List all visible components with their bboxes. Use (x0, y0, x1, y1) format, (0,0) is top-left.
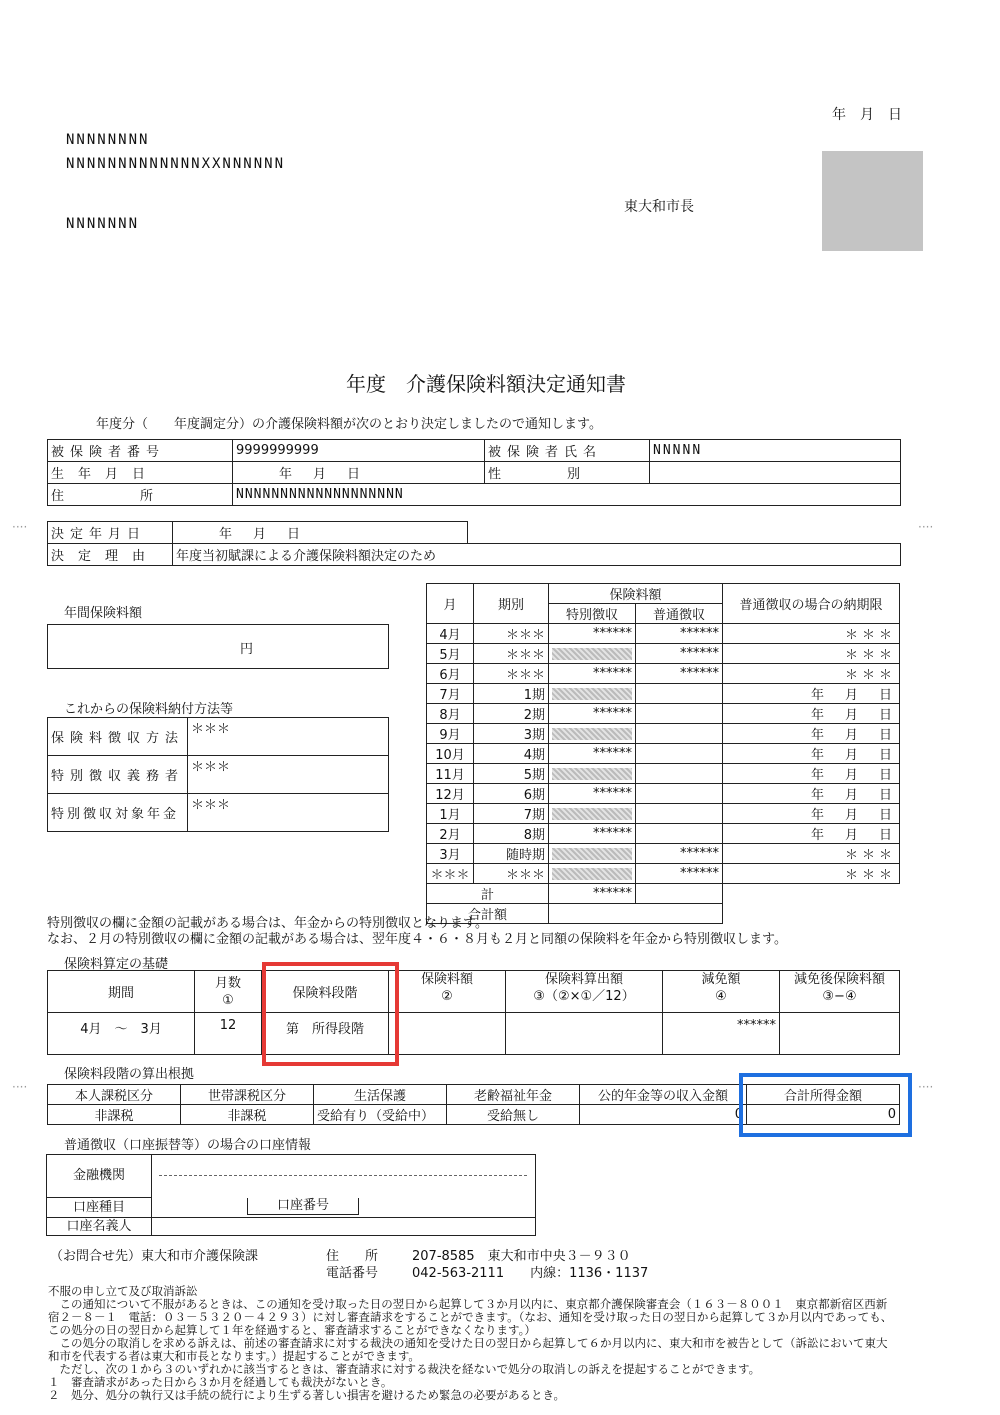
bank-type-label: 口座種目 (47, 1198, 152, 1218)
document-title: 年度 介護保険料額決定通知書 (346, 372, 626, 396)
schedule-special (549, 644, 636, 664)
header-premium: 保険料額 (549, 584, 723, 604)
decision-date: 年 月 日 (173, 522, 468, 544)
schedule-row (427, 684, 900, 704)
schedule-month: 6月 (427, 664, 474, 684)
schedule-period: ＊＊＊ (474, 644, 549, 664)
schedule-period: 5期 (474, 764, 549, 784)
insured-name: NNNNN (650, 440, 901, 462)
schedule-period: 6期 (474, 784, 549, 804)
schedule-deadline: ＊＊＊ (723, 644, 900, 664)
schedule-deadline: 年 月 日 (723, 704, 900, 724)
total-label: 計 (427, 884, 549, 904)
sb-header-household-tax: 世帯課税区分 (181, 1085, 314, 1105)
schedule-row (427, 624, 900, 644)
appeal-paragraph-1: この通知について不服があるときは、この通知を受け取った日の翌日から起算して３か月以内に、東京都介護保険審査会（１６３－８００１ 東京都新宿区西新宿２－８－１ 電話：０３－５３２０－４２９３）に対し審査請求をすることができます。（なお、通知を受け取った日の翌日から起算して３か月以内であっても、この処分の日の翌日から起算して１年を経過すると、審査請求することができなくなります。） (48, 1297, 893, 1337)
basis-header-months: 月数 ① (195, 971, 262, 1013)
redacted-pattern (552, 728, 632, 740)
margin-dots-right: ···· (918, 520, 934, 534)
schedule-month: 9月 (427, 724, 474, 744)
schedule-special: ****** (549, 704, 636, 724)
schedule-period: 8期 (474, 824, 549, 844)
schedule-period: 3期 (474, 724, 549, 744)
schedule-special (549, 844, 636, 864)
label-birth-date: 生年月日 (48, 462, 233, 484)
redacted-pattern (552, 868, 632, 880)
bank-number-label: 口座番号 (247, 1198, 359, 1215)
annual-premium-box (47, 624, 389, 669)
schedule-month: 1月 (427, 804, 474, 824)
schedule-special (549, 684, 636, 704)
schedule-period: 随時期 (474, 844, 549, 864)
schedule-normal (636, 684, 723, 704)
schedule-month: 2月 (427, 824, 474, 844)
schedule-special: ****** (549, 664, 636, 684)
sex-value (650, 462, 901, 484)
header-month: 月 (427, 584, 474, 624)
schedule-month: 11月 (427, 764, 474, 784)
schedule-row (427, 864, 900, 884)
schedule-deadline: ＊＊＊ (723, 624, 900, 644)
schedule-row (427, 824, 900, 844)
issue-date: 年 月 日 (832, 107, 902, 123)
appeal-item-2: ２ 処分、処分の執行又は手続の続行により生ずる著しい損害を避けるため緊急の必要があるとき。 (48, 1388, 566, 1402)
basis-header-period: 期間 (48, 971, 195, 1013)
payment-method-heading: これからの保険料納付方法等 (64, 702, 234, 717)
intro-text: 年度分（ 年度調定分）の介護保険料額が次のとおり決定しましたので通知します。 (96, 417, 602, 432)
schedule-month: 5月 (427, 644, 474, 664)
header-period: 期別 (474, 584, 549, 624)
schedule-period: ＊＊＊ (474, 664, 549, 684)
sb-household-tax: 非課税 (181, 1105, 314, 1125)
schedule-normal: ****** (636, 644, 723, 664)
annual-premium-unit: 円 (240, 642, 254, 657)
sb-header-welfare: 生活保護 (314, 1085, 447, 1105)
annual-premium-label: 年間保険料額 (64, 606, 143, 621)
schedule-month: 3月 (427, 844, 474, 864)
issuer-name: 東大和市長 (624, 199, 694, 215)
stage-highlight-box (262, 962, 399, 1066)
redacted-pattern (552, 848, 632, 860)
schedule-normal (636, 804, 723, 824)
redacted-pattern (552, 688, 632, 700)
method-label-obligor: 特別徴収義務者 (48, 756, 188, 794)
contact-address: 207-8585 東大和市中央３－９３０ (412, 1249, 631, 1264)
label-decision-reason: 決定理由 (48, 544, 173, 566)
label-sex: 性別 (485, 462, 650, 484)
schedule-normal: ****** (636, 844, 723, 864)
schedule-special: ****** (549, 784, 636, 804)
schedule-normal: ****** (636, 864, 723, 884)
notice-line-1: 特別徴収の欄に金額の記載がある場合は、年金からの特別徴収となります。 (47, 916, 488, 931)
method-label-collection: 保険料徴収方法 (48, 718, 188, 756)
schedule-deadline: 年 月 日 (723, 784, 900, 804)
label-insured-name: 被保険者氏名 (485, 440, 650, 462)
basis-calc (506, 1013, 663, 1055)
schedule-row (427, 764, 900, 784)
sb-welfare: 受給有り（受給中） (314, 1105, 447, 1125)
schedule-special (549, 804, 636, 824)
schedule-deadline: 年 月 日 (723, 804, 900, 824)
label-address: 住所 (48, 484, 233, 506)
appeal-paragraph-2: この処分の取消しを求める訴えは、前述の審査請求に対する裁決の通知を受けた日の翌日から起算して６か月以内に、東大和市を被告として（訴訟において東大和市を代表する者は東大和市長となります。）提起することができます。 (48, 1336, 888, 1363)
insured-address: NNNNNNNNNNNNNNNNNNN (233, 484, 901, 506)
appeal-section (48, 1285, 896, 1410)
label-insured-number: 被保険者番号 (48, 440, 233, 462)
schedule-period: 2期 (474, 704, 549, 724)
schedule-deadline: ＊＊＊ (723, 664, 900, 684)
method-value-obligor: ＊＊＊ (188, 756, 389, 794)
schedule-period: 7期 (474, 804, 549, 824)
schedule-deadline: 年 月 日 (723, 684, 900, 704)
contact-label: （お問合せ先）東大和市介護保険課 (50, 1249, 259, 1264)
stage-basis-heading: 保険料段階の算出根拠 (64, 1067, 195, 1082)
basis-amount (389, 1013, 506, 1055)
insured-number: 9999999999 (233, 440, 485, 462)
official-seal (822, 151, 923, 251)
schedule-row (427, 804, 900, 824)
schedule-row (427, 744, 900, 764)
basis-period: 4月 ～ 3月 (48, 1013, 195, 1055)
insured-info-table (47, 439, 901, 506)
schedule-table (426, 583, 900, 924)
recipient-address-2: NNNNNNNNNNNNNXXNNNNNN (66, 156, 286, 172)
schedule-normal (636, 784, 723, 804)
schedule-deadline: ＊＊＊ (723, 844, 900, 864)
schedule-normal: ****** (636, 664, 723, 684)
appeal-paragraph-3: ただし、次の１から３のいずれかに該当するときは、審査請求に対する裁決を経ないで処分の取消しの訴えを提起することができます。 (48, 1362, 761, 1376)
header-special: 特別徴収 (549, 604, 636, 624)
redacted-pattern (552, 808, 632, 820)
schedule-row (427, 704, 900, 724)
sb-header-pension-income: 公的年金等の収入金額 (580, 1085, 747, 1105)
sb-pension: 受給無し (447, 1105, 580, 1125)
decision-table (47, 521, 901, 566)
header-deadline: 普通徴収の場合の納期限 (723, 584, 900, 624)
schedule-normal (636, 764, 723, 784)
schedule-row (427, 844, 900, 864)
total-special: ****** (549, 884, 636, 904)
schedule-special: ****** (549, 744, 636, 764)
basis-header-after: 減免後保険料額 ③−④ (780, 971, 900, 1013)
sb-header-pension: 老齢福祉年金 (447, 1085, 580, 1105)
grand-total-label: 合計額 (427, 904, 549, 924)
schedule-normal (636, 724, 723, 744)
schedule-special (549, 864, 636, 884)
notice-line-2: なお、２月の特別徴収の欄に金額の記載がある場合は、翌年度４・６・８月も２月と同額の保険料を年金から特別徴収します。 (47, 932, 787, 947)
recipient-address-1: NNNNNNNN (66, 132, 150, 148)
total-income-highlight-box (739, 1073, 912, 1137)
schedule-month: 4月 (427, 624, 474, 644)
redacted-pattern (552, 768, 632, 780)
basis-header-stage: 保険料段階 (262, 971, 389, 1013)
bank-heading: 普通徴収（口座振替等）の場合の口座情報 (64, 1138, 312, 1153)
margin-dots-left: ···· (12, 520, 28, 534)
sb-total-income: 0 (747, 1105, 900, 1125)
basis-header-reduce: 減免額 ④ (663, 971, 780, 1013)
schedule-row (427, 664, 900, 684)
method-label-pension: 特別徴収対象年金 (48, 794, 188, 832)
schedule-normal (636, 704, 723, 724)
schedule-deadline: ＊＊＊ (723, 864, 900, 884)
margin-dots-left-2: ···· (12, 1080, 28, 1094)
schedule-period: 4期 (474, 744, 549, 764)
basis-table (47, 970, 900, 1055)
decision-reason: 年度当初賦課による介護保険料額決定のため (173, 544, 901, 566)
schedule-normal: ****** (636, 624, 723, 644)
schedule-month: ＊＊＊ (427, 864, 474, 884)
schedule-deadline: 年 月 日 (723, 824, 900, 844)
basis-months: 12 (195, 1013, 262, 1055)
schedule-month: 12月 (427, 784, 474, 804)
grand-total-value (549, 904, 723, 924)
basis-header-amount: 保険料額 ② (389, 971, 506, 1013)
schedule-normal (636, 824, 723, 844)
method-value-pension: ＊＊＊ (188, 794, 389, 832)
schedule-special: ****** (549, 624, 636, 644)
appeal-heading: 不服の申し立て及び取消訴訟 (48, 1285, 198, 1298)
sb-header-total-income: 合計所得金額 (747, 1085, 900, 1105)
schedule-special: ****** (549, 824, 636, 844)
label-decision-date: 決定年月日 (48, 522, 173, 544)
birth-date: 年 月 日 (233, 462, 485, 484)
schedule-month: 8月 (427, 704, 474, 724)
schedule-special (549, 724, 636, 744)
contact-tel-label: 電話番号 (326, 1266, 379, 1281)
contact-tel: 042-563-2111 内線：1136・1137 (412, 1266, 649, 1281)
sb-pension-income: 0 (580, 1105, 747, 1125)
bank-institution-label: 金融機関 (47, 1155, 152, 1198)
schedule-month: 7月 (427, 684, 474, 704)
basis-reduce: ****** (663, 1013, 780, 1055)
basis-after (780, 1013, 900, 1055)
margin-dots-right-2: ···· (918, 1080, 934, 1094)
schedule-month: 10月 (427, 744, 474, 764)
sb-self-tax: 非課税 (48, 1105, 181, 1125)
recipient-name: NNNNNNN (66, 216, 140, 232)
schedule-row (427, 644, 900, 664)
basis-stage: 第 所得段階 (262, 1013, 389, 1055)
schedule-deadline: 年 月 日 (723, 744, 900, 764)
header-normal: 普通徴収 (636, 604, 723, 624)
schedule-deadline: 年 月 日 (723, 724, 900, 744)
schedule-normal (636, 744, 723, 764)
method-value-collection: ＊＊＊ (188, 718, 389, 756)
schedule-row (427, 784, 900, 804)
appeal-item-1: １ 審査請求があった日から３か月を経過しても裁決がないとき。 (48, 1375, 393, 1389)
schedule-row (427, 724, 900, 744)
schedule-period: 1期 (474, 684, 549, 704)
basis-header-calc: 保険料算出額 ③（②×①／12） (506, 971, 663, 1013)
bank-holder-label: 口座名義人 (47, 1218, 152, 1235)
schedule-period: ＊＊＊ (474, 864, 549, 884)
payment-method-table (47, 717, 389, 832)
schedule-special (549, 764, 636, 784)
sb-header-self-tax: 本人課税区分 (48, 1085, 181, 1105)
schedule-period: ＊＊＊ (474, 624, 549, 644)
contact-address-label: 住 所 (326, 1249, 379, 1264)
basis-heading: 保険料算定の基礎 (64, 957, 169, 972)
bank-info-box (46, 1154, 536, 1236)
schedule-deadline: 年 月 日 (723, 764, 900, 784)
redacted-pattern (552, 648, 632, 660)
